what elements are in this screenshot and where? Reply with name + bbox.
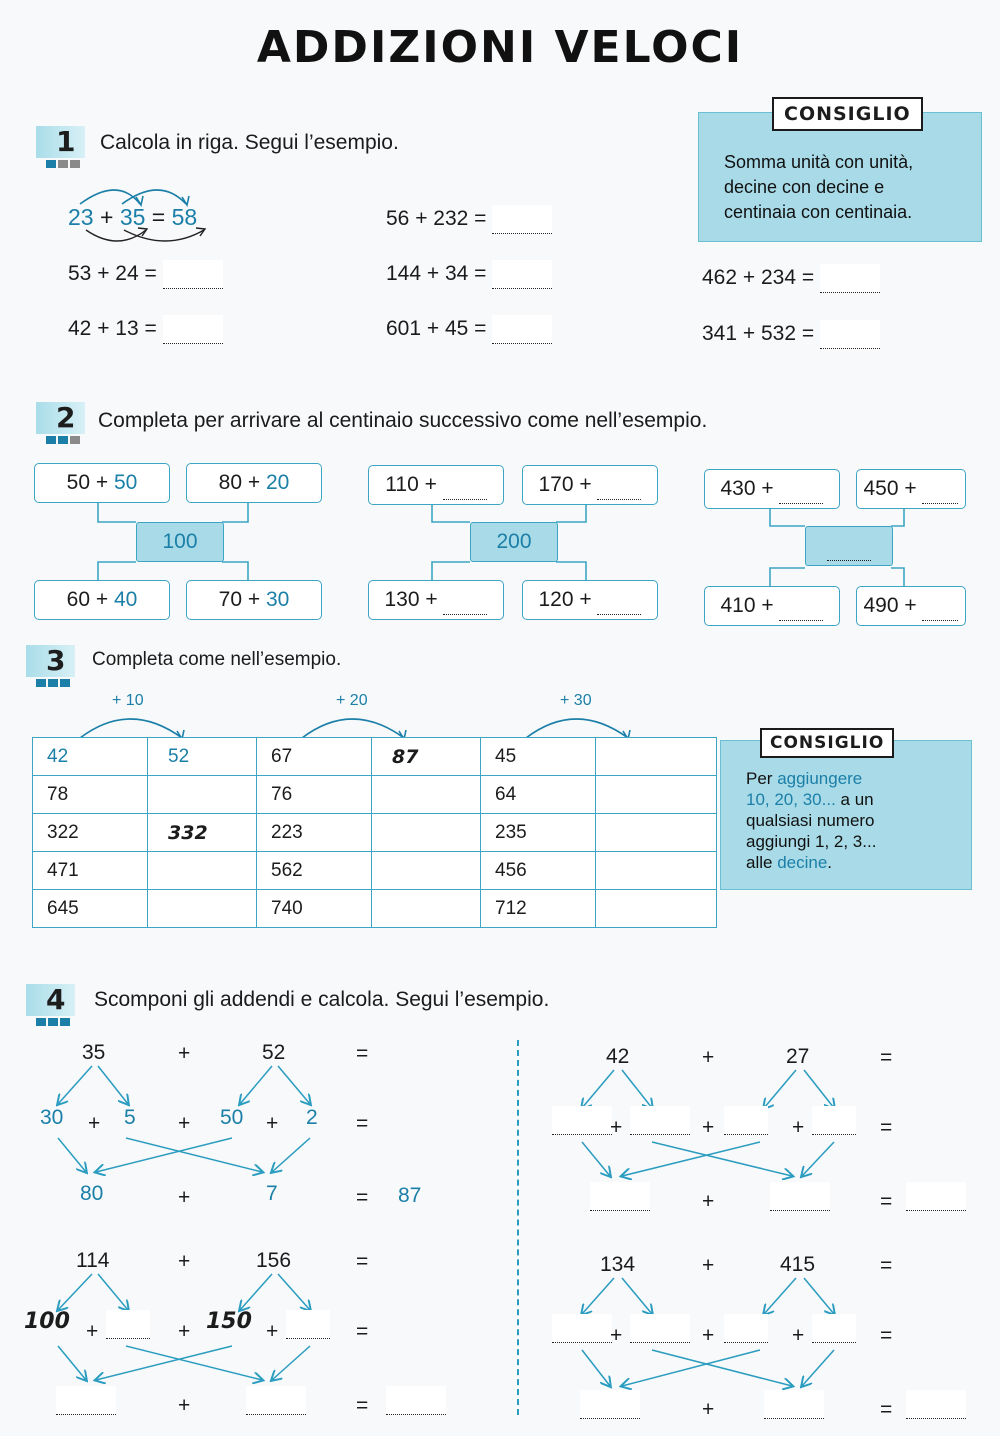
calc-row: 53 + 24 =	[68, 260, 223, 289]
addend: 156	[256, 1249, 292, 1272]
plus-sign: +	[792, 1116, 805, 1139]
equals-sign: =	[356, 1112, 369, 1135]
table-row: 562	[257, 852, 493, 890]
plus-sign: +	[610, 1116, 623, 1139]
answer-field[interactable]	[286, 1310, 330, 1339]
plus-sign: +	[88, 1112, 101, 1135]
tip-text: Per aggiungere 10, 20, 30... a un qualsiasi numero aggiungi 1, 2, 3... alle decine.	[746, 769, 877, 872]
answer-field[interactable]	[812, 1314, 856, 1343]
answer-field[interactable]	[764, 1390, 824, 1419]
answer-field[interactable]	[630, 1314, 690, 1343]
equals-sign: =	[356, 1042, 369, 1065]
addend: 52	[262, 1041, 286, 1064]
answer-field[interactable]	[630, 1106, 690, 1135]
answer-field[interactable]	[812, 1106, 856, 1135]
hundred-box: 80 + 20	[186, 463, 322, 503]
calc-row: 42 + 13 =	[68, 315, 223, 344]
step-label: + 10	[112, 692, 144, 709]
exercise-3-instruction: Completa come nell’esempio.	[92, 649, 342, 670]
plus-sign: +	[178, 1112, 191, 1135]
hundred-box: 490 +	[856, 586, 966, 626]
table-row: 45	[481, 738, 717, 776]
plus-sign: +	[266, 1320, 279, 1343]
calc-row: 56 + 232 =	[386, 205, 552, 234]
equals-sign: =	[356, 1250, 369, 1273]
table-row: 76	[257, 776, 493, 814]
hundred-box: 70 + 30	[186, 580, 322, 620]
hundred-box: 130 +	[368, 580, 504, 620]
answer-field[interactable]	[724, 1106, 768, 1135]
partial-sum: 7	[266, 1182, 278, 1205]
plus-sign: +	[702, 1398, 715, 1421]
tip-text: Somma unità con unità, decine con decine e centinaia con centinaia.	[724, 152, 914, 222]
plus-sign: +	[178, 1186, 191, 1209]
equals-sign: =	[880, 1190, 893, 1213]
plus-sign: +	[702, 1254, 715, 1277]
table-row: 322 332	[33, 814, 269, 852]
table-row: 740	[257, 890, 493, 928]
plus-sign: +	[702, 1190, 715, 1213]
exercise-2-number: 2	[36, 402, 85, 434]
step-label: + 30	[560, 692, 592, 709]
calc-row: 341 + 532 =	[702, 320, 880, 349]
plus-sign: +	[702, 1324, 715, 1347]
answer-field[interactable]	[770, 1182, 830, 1211]
partial-sum: 80	[80, 1182, 104, 1205]
page-title: ADDIZIONI VELOCI	[256, 22, 744, 73]
exercise-1-number: 1	[36, 126, 85, 158]
equals-sign: =	[356, 1320, 369, 1343]
tip-label: CONSIGLIO	[760, 728, 894, 758]
answer-field[interactable]	[386, 1386, 446, 1415]
exercise-1-instruction: Calcola in riga. Segui l’esempio.	[100, 131, 399, 154]
answer-field[interactable]	[724, 1314, 768, 1343]
addend: 114	[76, 1249, 110, 1272]
table-row: 67 87	[257, 738, 493, 776]
equals-sign: =	[880, 1324, 893, 1347]
table-row: 456	[481, 852, 717, 890]
table-row: 42 52	[33, 738, 269, 776]
plus-sign: +	[178, 1394, 191, 1417]
table-row: 223	[257, 814, 493, 852]
hundred-box: 410 +	[704, 586, 840, 626]
answer-field[interactable]	[590, 1182, 650, 1211]
hundred-box: 50 + 50	[34, 463, 170, 503]
hundred-box: 60 + 40	[34, 580, 170, 620]
exercise-4-number: 4	[26, 984, 75, 1016]
table-row: 235	[481, 814, 717, 852]
equals-sign: =	[880, 1254, 893, 1277]
table-row: 78	[33, 776, 269, 814]
plus-sign: +	[178, 1320, 191, 1343]
equals-sign: =	[356, 1186, 369, 1209]
step-label: + 20	[336, 692, 368, 709]
plus-sign: +	[266, 1112, 279, 1135]
hundred-box: 110 +	[368, 465, 504, 505]
table-row: 712	[481, 890, 717, 928]
addend: 42	[606, 1045, 630, 1068]
calc-row: 144 + 34 =	[386, 260, 552, 289]
addend: 35	[82, 1041, 106, 1064]
equals-sign: =	[880, 1046, 893, 1069]
example-calculation: 23 + 35 = 58	[68, 204, 198, 230]
part: 30	[40, 1106, 64, 1129]
plus-sign: +	[178, 1250, 191, 1273]
answer-field[interactable]	[906, 1390, 966, 1419]
addend: 415	[780, 1253, 816, 1276]
exercise-3-number: 3	[26, 645, 75, 677]
plus-sign: +	[792, 1324, 805, 1347]
part: 50	[220, 1106, 244, 1129]
answer-field[interactable]	[906, 1182, 966, 1211]
calc-row: 462 + 234 =	[702, 264, 880, 293]
table-row: 645	[33, 890, 269, 928]
answer-field[interactable]	[552, 1106, 612, 1135]
table-row: 471	[33, 852, 269, 890]
part: 5	[124, 1106, 136, 1129]
plus-sign: +	[86, 1320, 99, 1343]
part: 150	[206, 1309, 252, 1334]
tip-label: CONSIGLIO	[772, 97, 923, 131]
addend: 134	[600, 1253, 636, 1276]
plus-sign: +	[610, 1324, 623, 1347]
plus-sign: +	[702, 1046, 715, 1069]
answer-field[interactable]	[580, 1390, 640, 1419]
hundred-box: 170 +	[522, 465, 658, 505]
equals-sign: =	[356, 1394, 369, 1417]
part: 100	[24, 1309, 70, 1334]
table-row: 64	[481, 776, 717, 814]
equals-sign: =	[880, 1398, 893, 1421]
exercise-2-instruction: Completa per arrivare al centinaio successivo come nell’esempio.	[98, 409, 708, 432]
part: 2	[306, 1106, 318, 1129]
hundred-hub: 200	[470, 522, 558, 562]
plus-sign: +	[702, 1116, 715, 1139]
hundred-hub: 100	[136, 522, 224, 562]
addend: 27	[786, 1045, 810, 1068]
answer-field[interactable]	[246, 1386, 306, 1415]
plus-sign: +	[178, 1042, 191, 1065]
answer-field[interactable]	[552, 1314, 612, 1343]
hundred-box: 430 +	[704, 469, 840, 509]
answer-field[interactable]	[106, 1310, 150, 1339]
hundred-box: 120 +	[522, 580, 658, 620]
hundred-box: 450 +	[856, 469, 966, 509]
equals-sign: =	[880, 1116, 893, 1139]
total: 87	[398, 1184, 422, 1207]
answer-field[interactable]	[56, 1386, 116, 1415]
exercise-4-instruction: Scomponi gli addendi e calcola. Segui l’esempio.	[94, 988, 550, 1011]
calc-row: 601 + 45 =	[386, 315, 552, 344]
